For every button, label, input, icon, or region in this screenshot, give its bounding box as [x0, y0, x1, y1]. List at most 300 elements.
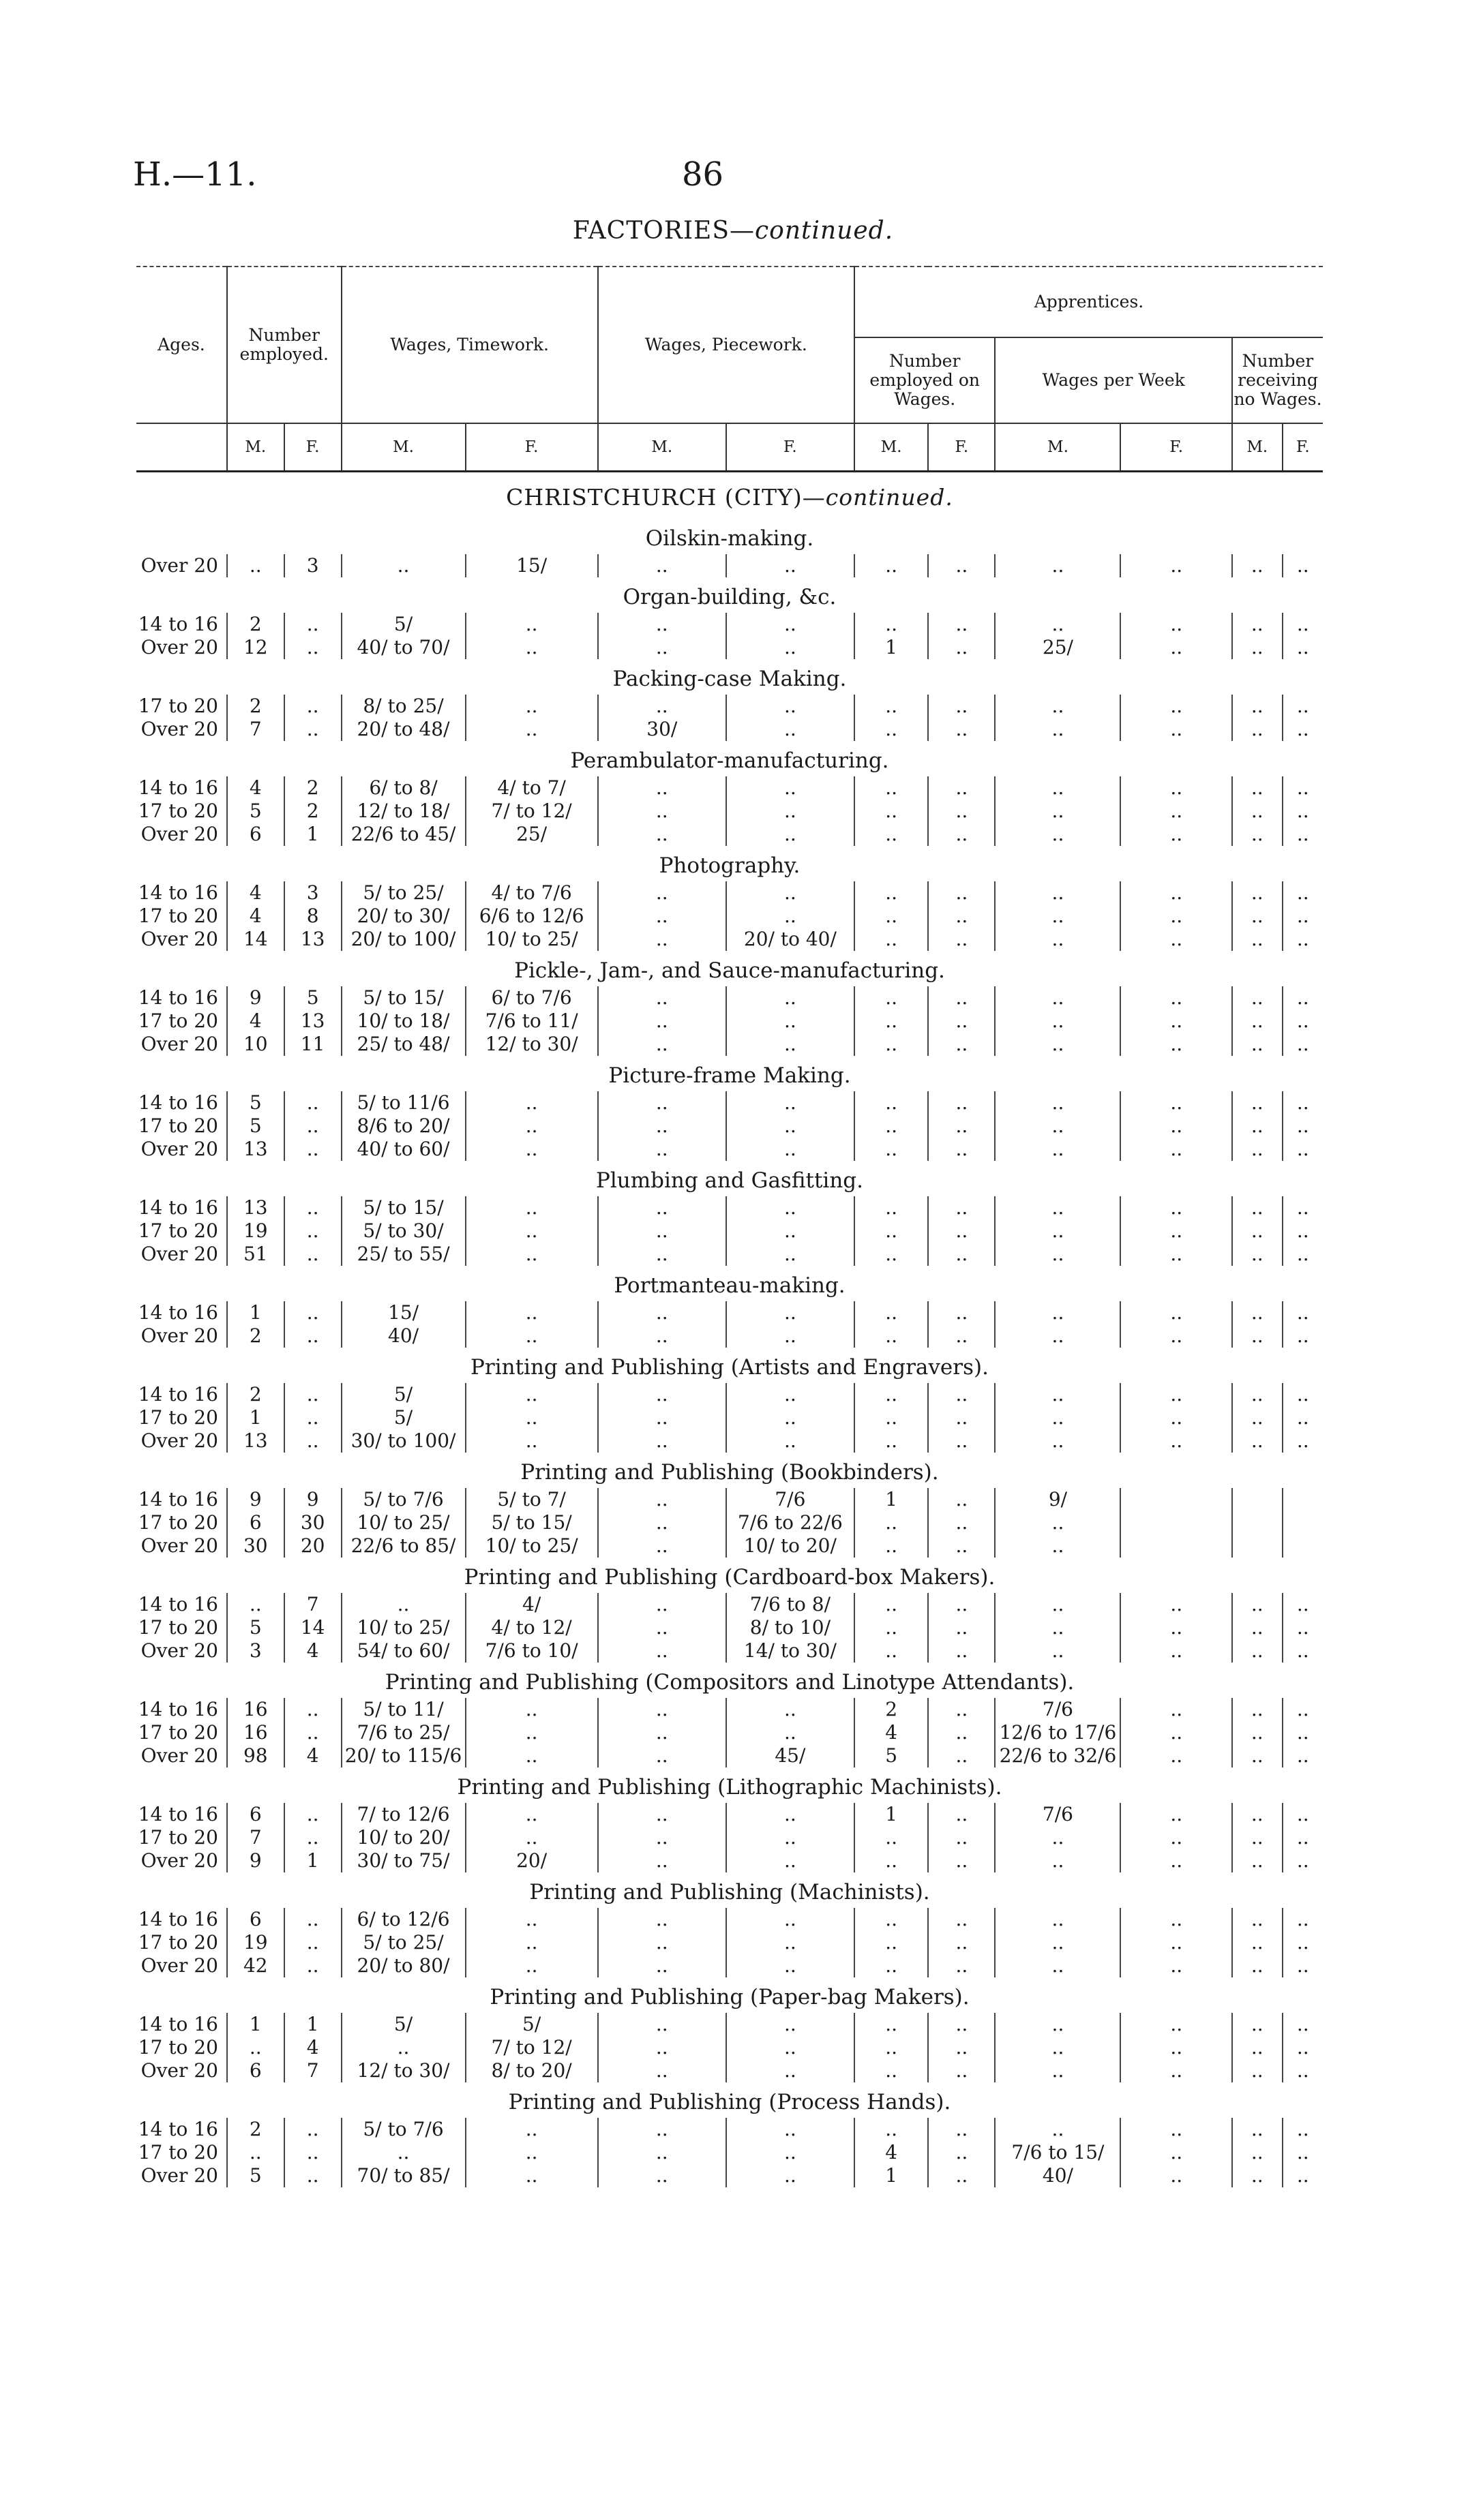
cell-timework-m: 5/ to 7/6	[342, 2118, 466, 2141]
cell-no-wages-f: ..	[1283, 1219, 1323, 1243]
cell-apprentice-number-f: ..	[928, 1009, 995, 1033]
cell-apprentice-number-f: ..	[928, 986, 995, 1009]
header-m: M.	[995, 423, 1120, 472]
cell-timework-f: ..	[466, 1954, 598, 1977]
cell-apprentice-number-m: 2	[854, 1698, 928, 1721]
cell-timework-m: 7/6 to 25/	[342, 1721, 466, 1744]
cell-employed-m: 5	[227, 1616, 284, 1639]
cell-no-wages-m: ..	[1232, 2118, 1283, 2141]
table-row	[136, 636, 1323, 659]
cell-apprentice-wages-m: ..	[995, 1849, 1120, 1872]
table-row	[136, 613, 1323, 636]
cell-apprentice-wages-f: ..	[1120, 695, 1232, 718]
cell-piecework-f: ..	[726, 1219, 854, 1243]
cell-employed-f: 2	[284, 800, 342, 823]
cell-piecework-m: ..	[598, 823, 726, 846]
cell-employed-m: 10	[227, 1033, 284, 1056]
section-heading: Printing and Publishing (Compositors and Linotype Attendants).	[385, 1670, 1075, 1695]
cell-employed-m: 5	[227, 800, 284, 823]
cell-apprentice-number-f: ..	[928, 1114, 995, 1138]
cell-timework-f: 8/ to 20/	[466, 2059, 598, 2082]
cell-apprentice-wages-m: ..	[995, 1301, 1120, 1324]
cell-timework-f: ..	[466, 1908, 598, 1931]
cell-timework-m: 10/ to 25/	[342, 1511, 466, 1534]
section-heading-row	[136, 846, 1323, 881]
cell-employed-f: ..	[284, 1091, 342, 1114]
cell-no-wages-m: ..	[1232, 1114, 1283, 1138]
cell-no-wages-m: ..	[1232, 881, 1283, 905]
cell-apprentice-wages-m: ..	[995, 718, 1120, 741]
cell-age: 14 to 16	[138, 881, 218, 904]
cell-employed-m: 9	[227, 1488, 284, 1511]
cell-apprentice-wages-m: 40/	[995, 2164, 1120, 2187]
cell-timework-m: 5/ to 15/	[342, 1196, 466, 1219]
cell-piecework-m: ..	[598, 1301, 726, 1324]
cell-employed-f: ..	[284, 1721, 342, 1744]
header-f: F.	[466, 423, 598, 472]
cell-piecework-f: ..	[726, 1429, 854, 1453]
cell-employed-m: 5	[227, 1091, 284, 1114]
cell-no-wages-f: ..	[1283, 1616, 1323, 1639]
cell-age: 14 to 16	[138, 1803, 218, 1825]
table-row	[136, 1138, 1323, 1161]
cell-timework-f: 4/ to 12/	[466, 1616, 598, 1639]
cell-apprentice-number-f: ..	[928, 1138, 995, 1161]
cell-piecework-f: ..	[726, 823, 854, 846]
cell-no-wages-f: ..	[1283, 1033, 1323, 1056]
cell-apprentice-wages-m: ..	[995, 1091, 1120, 1114]
cell-employed-f: 4	[284, 1744, 342, 1767]
cell-apprentice-wages-m: 7/6 to 15/	[995, 2141, 1120, 2164]
header-apprentices-wages-per-week: Wages per Week	[995, 337, 1232, 423]
cell-piecework-m: ..	[598, 1009, 726, 1033]
cell-apprentice-wages-m: ..	[995, 1954, 1120, 1977]
cell-apprentice-wages-f: ..	[1120, 1138, 1232, 1161]
cell-age: Over 20	[140, 1744, 218, 1767]
cell-apprentice-wages-f: ..	[1120, 2036, 1232, 2059]
cell-employed-f: ..	[284, 1429, 342, 1453]
cell-apprentice-wages-f: ..	[1120, 823, 1232, 846]
cell-apprentice-wages-m: ..	[995, 823, 1120, 846]
cell-timework-f: ..	[466, 2118, 598, 2141]
cell-apprentice-number-m: ..	[854, 1849, 928, 1872]
cell-timework-f: ..	[466, 2164, 598, 2187]
cell-employed-f: 8	[284, 905, 342, 928]
cell-no-wages-f: ..	[1283, 1324, 1323, 1348]
cell-apprentice-number-m: ..	[854, 776, 928, 800]
section-heading: Picture-frame Making.	[608, 1063, 851, 1088]
cell-apprentice-number-m: 1	[854, 636, 928, 659]
cell-apprentice-wages-f: ..	[1120, 1849, 1232, 1872]
cell-employed-f: ..	[284, 1219, 342, 1243]
section-heading-row	[136, 577, 1323, 613]
city-heading: CHRISTCHURCH (CITY)—continued.	[506, 484, 953, 511]
cell-apprentice-wages-m: ..	[995, 1639, 1120, 1663]
cell-employed-f: 1	[284, 823, 342, 846]
cell-apprentice-number-f: ..	[928, 554, 995, 577]
cell-piecework-f: 45/	[726, 1744, 854, 1767]
cell-employed-f: 4	[284, 2036, 342, 2059]
cell-apprentice-number-m: ..	[854, 2013, 928, 2036]
cell-no-wages-m: ..	[1232, 613, 1283, 636]
cell-apprentice-number-m: ..	[854, 1091, 928, 1114]
cell-no-wages-m	[1232, 1511, 1283, 1534]
cell-apprentice-wages-m: ..	[995, 695, 1120, 718]
cell-piecework-m: ..	[598, 1406, 726, 1429]
city-heading-row	[136, 472, 1323, 519]
cell-timework-m: 5/ to 25/	[342, 881, 466, 905]
cell-apprentice-number-m: ..	[854, 1639, 928, 1663]
cell-apprentice-wages-f: ..	[1120, 1406, 1232, 1429]
cell-employed-m: 9	[227, 986, 284, 1009]
cell-piecework-f: 7/6 to 8/	[726, 1593, 854, 1616]
cell-timework-f: 7/6 to 10/	[466, 1639, 598, 1663]
section-heading-row	[136, 659, 1323, 695]
cell-employed-m: 6	[227, 1908, 284, 1931]
section-heading: Plumbing and Gasfitting.	[595, 1168, 864, 1193]
cell-piecework-f: ..	[726, 1091, 854, 1114]
cell-no-wages-f: ..	[1283, 1593, 1323, 1616]
cell-apprentice-number-m: ..	[854, 1114, 928, 1138]
cell-piecework-m: ..	[598, 1593, 726, 1616]
cell-timework-f: ..	[466, 1744, 598, 1767]
cell-piecework-m: ..	[598, 1721, 726, 1744]
cell-timework-m: 5/ to 11/	[342, 1698, 466, 1721]
table-row	[136, 1196, 1323, 1219]
cell-timework-m: 20/ to 48/	[342, 718, 466, 741]
cell-apprentice-wages-f: ..	[1120, 1721, 1232, 1744]
cell-apprentice-number-f: ..	[928, 2164, 995, 2187]
cell-employed-m: 1	[227, 1406, 284, 1429]
cell-piecework-m: ..	[598, 1324, 726, 1348]
cell-age: 17 to 20	[138, 1511, 218, 1534]
section-heading-row	[136, 1348, 1323, 1383]
table-row	[136, 823, 1323, 846]
cell-employed-m: 3	[227, 1639, 284, 1663]
cell-no-wages-f: ..	[1283, 1196, 1323, 1219]
table-row	[136, 905, 1323, 928]
cell-piecework-m: ..	[598, 1383, 726, 1406]
cell-apprentice-wages-f: ..	[1120, 1033, 1232, 1056]
cell-piecework-m: ..	[598, 1033, 726, 1056]
cell-no-wages-m: ..	[1232, 1698, 1283, 1721]
cell-timework-f: ..	[466, 718, 598, 741]
cell-apprentice-wages-f: ..	[1120, 1931, 1232, 1954]
cell-apprentice-wages-f: ..	[1120, 636, 1232, 659]
cell-apprentice-number-f: ..	[928, 1721, 995, 1744]
cell-piecework-m: ..	[598, 2013, 726, 2036]
cell-employed-m: 6	[227, 1803, 284, 1826]
cell-apprentice-number-m: ..	[854, 1219, 928, 1243]
cell-timework-f: 10/ to 25/	[466, 1534, 598, 1558]
cell-piecework-f: ..	[726, 1114, 854, 1138]
cell-no-wages-f: ..	[1283, 1954, 1323, 1977]
cell-piecework-f: ..	[726, 1931, 854, 1954]
cell-timework-m: 20/ to 115/6	[342, 1744, 466, 1767]
table-body	[136, 472, 1323, 2188]
cell-piecework-f: ..	[726, 1196, 854, 1219]
cell-employed-m: 4	[227, 905, 284, 928]
section-heading-row	[136, 1161, 1323, 1196]
cell-piecework-f: ..	[726, 2013, 854, 2036]
cell-no-wages-f: ..	[1283, 1826, 1323, 1849]
cell-employed-m: 30	[227, 1534, 284, 1558]
cell-piecework-m: ..	[598, 1908, 726, 1931]
cell-piecework-m: ..	[598, 1534, 726, 1558]
cell-no-wages-f: ..	[1283, 1721, 1323, 1744]
cell-employed-f: 5	[284, 986, 342, 1009]
cell-apprentice-number-m: ..	[854, 1931, 928, 1954]
cell-apprentice-wages-f: ..	[1120, 1383, 1232, 1406]
cell-no-wages-f: ..	[1283, 776, 1323, 800]
cell-piecework-m: ..	[598, 1219, 726, 1243]
cell-apprentice-wages-m: ..	[995, 1383, 1120, 1406]
section-heading-row	[136, 1558, 1323, 1593]
cell-no-wages-m: ..	[1232, 695, 1283, 718]
cell-no-wages-m: ..	[1232, 1593, 1283, 1616]
cell-no-wages-m: ..	[1232, 1849, 1283, 1872]
cell-apprentice-wages-f: ..	[1120, 554, 1232, 577]
cell-no-wages-m: ..	[1232, 1301, 1283, 1324]
cell-apprentice-wages-m: ..	[995, 2036, 1120, 2059]
cell-apprentice-wages-m: ..	[995, 1534, 1120, 1558]
header-ages: Ages.	[158, 335, 205, 354]
cell-employed-m: 42	[227, 1954, 284, 1977]
cell-apprentice-wages-m: ..	[995, 2013, 1120, 2036]
cell-timework-f: 4/	[466, 1593, 598, 1616]
header-apprentices-no-wages: Number receiving no Wages.	[1232, 337, 1323, 423]
cell-apprentice-wages-f: ..	[1120, 2164, 1232, 2187]
cell-apprentice-wages-f: ..	[1120, 1091, 1232, 1114]
cell-apprentice-wages-m: ..	[995, 1429, 1120, 1453]
cell-no-wages-f: ..	[1283, 1803, 1323, 1826]
cell-age: Over 20	[140, 1324, 218, 1347]
table-row	[136, 1534, 1323, 1558]
cell-employed-f: ..	[284, 1931, 342, 1954]
cell-apprentice-wages-m: ..	[995, 1196, 1120, 1219]
cell-piecework-f: ..	[726, 1908, 854, 1931]
cell-apprentice-wages-m: ..	[995, 554, 1120, 577]
cell-age: 14 to 16	[138, 2118, 218, 2140]
cell-timework-f: ..	[466, 636, 598, 659]
table-row	[136, 1511, 1323, 1534]
cell-no-wages-m: ..	[1232, 1744, 1283, 1767]
factories-wages-table	[136, 266, 1323, 2187]
cell-timework-f: 5/ to 7/	[466, 1488, 598, 1511]
cell-piecework-f: 7/6	[726, 1488, 854, 1511]
cell-employed-m: 4	[227, 1009, 284, 1033]
cell-apprentice-number-f: ..	[928, 823, 995, 846]
cell-no-wages-f: ..	[1283, 1406, 1323, 1429]
section-heading: Printing and Publishing (Cardboard-box Makers).	[464, 1565, 996, 1590]
section-heading: Printing and Publishing (Artists and Engravers).	[470, 1355, 989, 1380]
cell-apprentice-number-m: ..	[854, 1196, 928, 1219]
cell-employed-f: ..	[284, 1383, 342, 1406]
cell-piecework-f: ..	[726, 800, 854, 823]
cell-employed-f: 11	[284, 1033, 342, 1056]
cell-timework-m: 25/ to 48/	[342, 1033, 466, 1056]
cell-piecework-m: ..	[598, 1744, 726, 1767]
cell-employed-f: ..	[284, 1324, 342, 1348]
section-heading: Printing and Publishing (Paper-bag Makers).	[490, 1985, 970, 2009]
cell-piecework-m: ..	[598, 776, 726, 800]
cell-timework-m: 8/ to 25/	[342, 695, 466, 718]
cell-apprentice-number-m: ..	[854, 1826, 928, 1849]
cell-apprentice-number-m: 1	[854, 1488, 928, 1511]
cell-apprentice-number-m: 4	[854, 1721, 928, 1744]
cell-piecework-m: ..	[598, 1616, 726, 1639]
table-row	[136, 1639, 1323, 1663]
cell-no-wages-f: ..	[1283, 823, 1323, 846]
cell-apprentice-number-m: ..	[854, 1429, 928, 1453]
cell-no-wages-m: ..	[1232, 905, 1283, 928]
cell-piecework-m: ..	[598, 1639, 726, 1663]
cell-apprentice-wages-f	[1120, 1511, 1232, 1534]
cell-piecework-f: ..	[726, 1826, 854, 1849]
cell-timework-m: 10/ to 18/	[342, 1009, 466, 1033]
cell-apprentice-number-m: 1	[854, 2164, 928, 2187]
cell-apprentice-wages-f: ..	[1120, 1324, 1232, 1348]
cell-no-wages-f: ..	[1283, 2141, 1323, 2164]
cell-apprentice-wages-m: ..	[995, 800, 1120, 823]
cell-no-wages-f: ..	[1283, 636, 1323, 659]
cell-apprentice-number-f: ..	[928, 776, 995, 800]
cell-piecework-f: ..	[726, 554, 854, 577]
cell-piecework-f: 7/6 to 22/6	[726, 1511, 854, 1534]
cell-no-wages-m: ..	[1232, 1803, 1283, 1826]
cell-timework-m: 5/	[342, 1406, 466, 1429]
table-header	[136, 267, 1323, 472]
table-row	[136, 1698, 1323, 1721]
cell-timework-m: ..	[342, 1593, 466, 1616]
cell-employed-f: ..	[284, 636, 342, 659]
cell-apprentice-number-m: ..	[854, 1616, 928, 1639]
cell-timework-f: ..	[466, 1091, 598, 1114]
cell-employed-m: 12	[227, 636, 284, 659]
section-heading-row	[136, 951, 1323, 986]
cell-piecework-m: ..	[598, 928, 726, 951]
cell-timework-m: 20/ to 80/	[342, 1954, 466, 1977]
cell-timework-m: 5/ to 11/6	[342, 1091, 466, 1114]
cell-apprentice-wages-f: ..	[1120, 718, 1232, 741]
cell-piecework-f: ..	[726, 1138, 854, 1161]
cell-no-wages-f: ..	[1283, 905, 1323, 928]
cell-employed-f: ..	[284, 2164, 342, 2187]
cell-apprentice-wages-m: ..	[995, 1324, 1120, 1348]
header-f: F.	[1283, 423, 1323, 472]
cell-timework-f: ..	[466, 1721, 598, 1744]
cell-employed-m: 2	[227, 1383, 284, 1406]
cell-piecework-f: ..	[726, 1243, 854, 1266]
cell-apprentice-number-m: ..	[854, 2036, 928, 2059]
cell-apprentice-number-m: ..	[854, 2059, 928, 2082]
cell-apprentice-number-f: ..	[928, 1849, 995, 1872]
cell-employed-m: 4	[227, 881, 284, 905]
cell-no-wages-f: ..	[1283, 2164, 1323, 2187]
cell-age: 17 to 20	[138, 1826, 218, 1849]
cell-apprentice-wages-f	[1120, 1488, 1232, 1511]
header-m: M.	[854, 423, 928, 472]
section-heading: Packing-case Making.	[612, 667, 847, 691]
cell-apprentice-number-f: ..	[928, 1803, 995, 1826]
cell-apprentice-wages-f: ..	[1120, 1301, 1232, 1324]
cell-apprentice-number-f: ..	[928, 1744, 995, 1767]
cell-no-wages-m: ..	[1232, 554, 1283, 577]
cell-no-wages-m: ..	[1232, 1616, 1283, 1639]
cell-apprentice-number-f: ..	[928, 695, 995, 718]
table-row	[136, 1033, 1323, 1056]
table-row	[136, 776, 1323, 800]
cell-no-wages-f: ..	[1283, 1849, 1323, 1872]
cell-apprentice-number-m: ..	[854, 905, 928, 928]
cell-employed-f: ..	[284, 2141, 342, 2164]
cell-age: 14 to 16	[138, 1301, 218, 1324]
cell-piecework-m: ..	[598, 1138, 726, 1161]
cell-apprentice-wages-m: ..	[995, 1114, 1120, 1138]
cell-apprentice-wages-f: ..	[1120, 2059, 1232, 2082]
cell-piecework-m: ..	[598, 905, 726, 928]
cell-no-wages-f: ..	[1283, 2036, 1323, 2059]
table-row	[136, 1803, 1323, 1826]
table-row	[136, 554, 1323, 577]
cell-age: Over 20	[140, 2164, 218, 2187]
cell-employed-m: 2	[227, 695, 284, 718]
cell-employed-f: 4	[284, 1639, 342, 1663]
cell-no-wages-f: ..	[1283, 1698, 1323, 1721]
cell-timework-m: 5/ to 25/	[342, 1931, 466, 1954]
table-row	[136, 2118, 1323, 2141]
cell-piecework-m: ..	[598, 1114, 726, 1138]
cell-piecework-f: ..	[726, 986, 854, 1009]
cell-age: Over 20	[140, 1639, 218, 1662]
header-wages-piecework: Wages, Piecework.	[598, 267, 854, 423]
cell-apprentice-number-m: ..	[854, 1593, 928, 1616]
cell-apprentice-number-f: ..	[928, 636, 995, 659]
header-apprentices-number-on-wages: Number employed on Wages.	[854, 337, 996, 423]
cell-no-wages-f: ..	[1283, 1301, 1323, 1324]
cell-apprentice-wages-f: ..	[1120, 1616, 1232, 1639]
cell-timework-m: 20/ to 100/	[342, 928, 466, 951]
cell-no-wages-m: ..	[1232, 1826, 1283, 1849]
cell-age: 17 to 20	[138, 1406, 218, 1429]
cell-age: Over 20	[140, 1138, 218, 1160]
cell-piecework-f: ..	[726, 2059, 854, 2082]
cell-age: 17 to 20	[138, 2036, 218, 2059]
section-heading: Portmanteau-making.	[614, 1273, 846, 1298]
cell-no-wages-f	[1283, 1534, 1323, 1558]
cell-apprentice-wages-f: ..	[1120, 1114, 1232, 1138]
section-heading-row	[136, 1872, 1323, 1908]
cell-apprentice-number-f: ..	[928, 928, 995, 951]
cell-piecework-m: ..	[598, 1954, 726, 1977]
cell-timework-m: 8/6 to 20/	[342, 1114, 466, 1138]
cell-age: 14 to 16	[138, 2013, 218, 2035]
table-row	[136, 986, 1323, 1009]
cell-no-wages-m: ..	[1232, 823, 1283, 846]
cell-no-wages-m: ..	[1232, 1406, 1283, 1429]
cell-apprentice-wages-f: ..	[1120, 1429, 1232, 1453]
cell-no-wages-f: ..	[1283, 1908, 1323, 1931]
cell-timework-m: 30/ to 100/	[342, 1429, 466, 1453]
table-row	[136, 1219, 1323, 1243]
cell-piecework-f: ..	[726, 1803, 854, 1826]
cell-no-wages-f: ..	[1283, 1931, 1323, 1954]
cell-apprentice-number-f: ..	[928, 1616, 995, 1639]
cell-timework-f: 10/ to 25/	[466, 928, 598, 951]
cell-piecework-f: ..	[726, 1009, 854, 1033]
cell-no-wages-m: ..	[1232, 1138, 1283, 1161]
cell-piecework-m: ..	[598, 986, 726, 1009]
